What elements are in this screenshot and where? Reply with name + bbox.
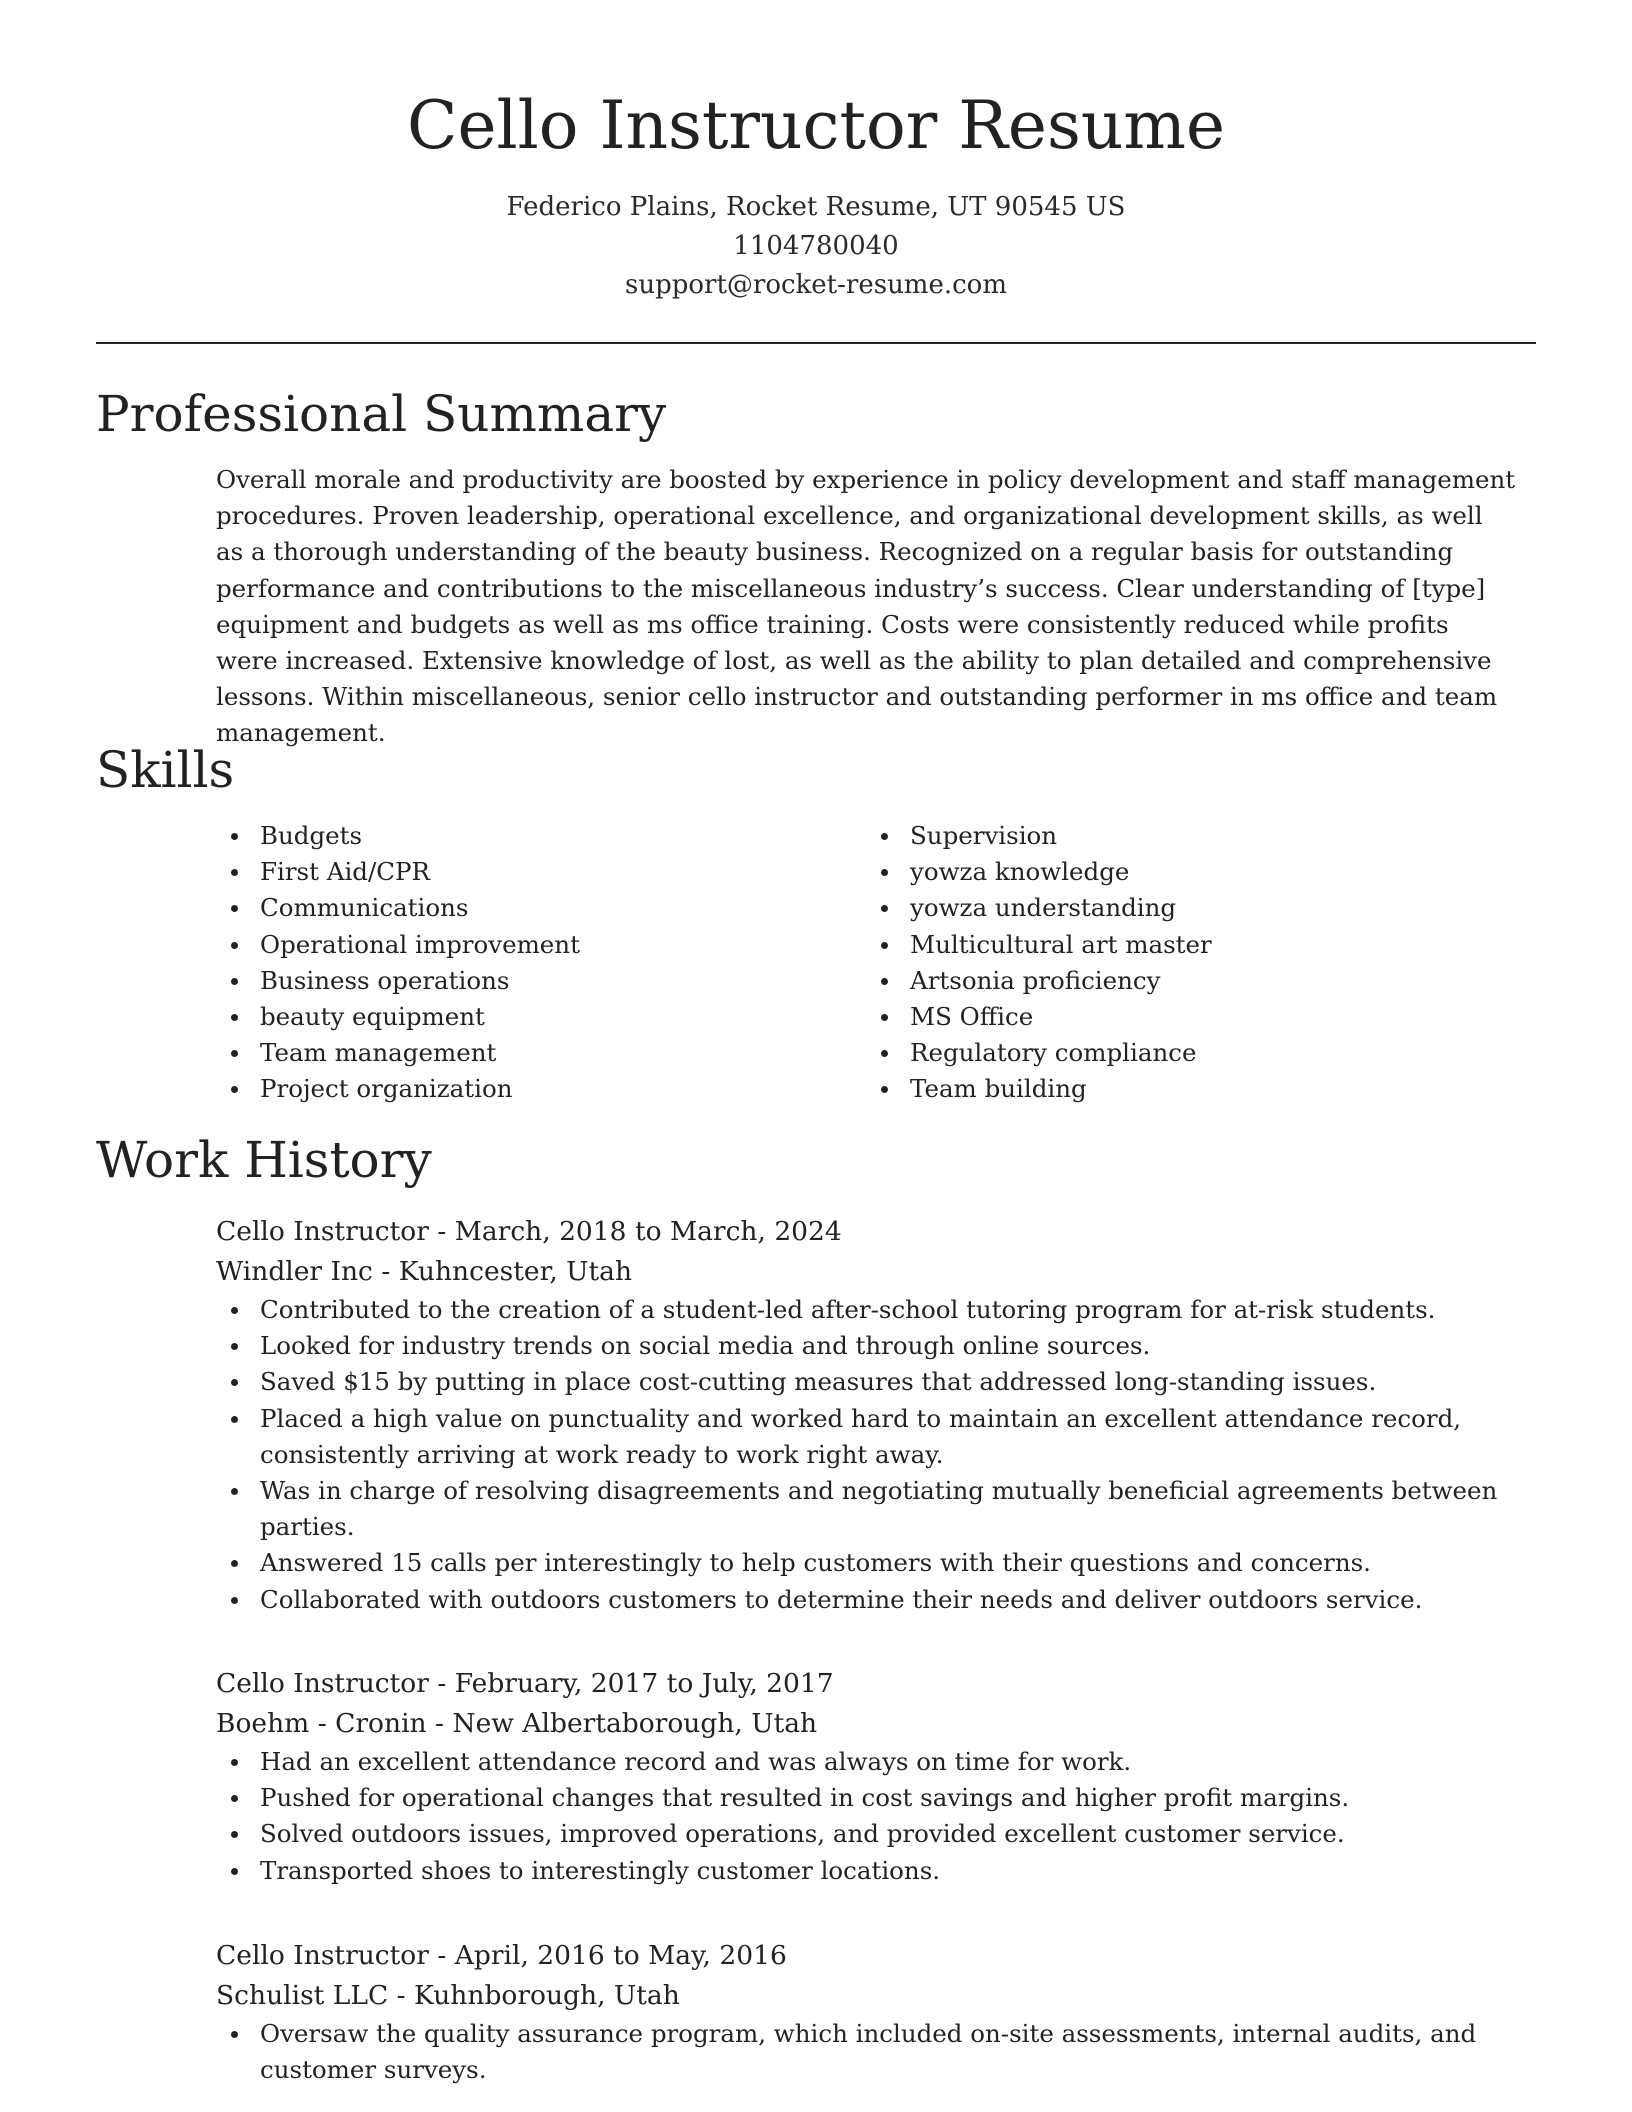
skill-item: yowza understanding [866,890,1506,926]
job-duty-item: Looked for industry trends on social media and through online sources. [216,1328,1546,1364]
job-duty-item: Was in charge of resolving disagreements and negotiating mutually beneficial agreements between parties. [216,1473,1546,1545]
contact-info [0,188,1632,305]
skill-item: Operational improvement [216,927,856,963]
job-title: Cello Instructor - April, 2016 to May, 2016 [216,1940,787,1971]
job-title: Cello Instructor - February, 2017 to July, 2017 [216,1668,834,1699]
skill-item: Budgets [216,818,856,854]
job-duty-item: Oversaw the quality assurance program, which included on-site assessments, internal audits, and customer surveys. [216,2016,1546,2088]
job-duty-item: Pushed for operational changes that resulted in cost savings and higher profit margins. [216,1780,1546,1816]
skill-item: Supervision [866,818,1506,854]
skill-item: Regulatory compliance [866,1035,1506,1071]
job-duty-item: Answered 15 calls per interestingly to help customers with their questions and concerns. [216,1545,1546,1581]
job-entry [216,1212,1546,1618]
job-duty-item: Saved $15 by putting in place cost-cutting measures that addressed long-standing issues. [216,1364,1546,1400]
skills-list-right [866,818,1506,1108]
skill-item: Team management [216,1035,856,1071]
job-duty-item: Had an excellent attendance record and was always on time for work. [216,1744,1546,1780]
job-duties-list [216,1744,1546,1889]
skill-item: First Aid/CPR [216,854,856,890]
job-duties-list [216,1292,1546,1618]
skills-heading: Skills [96,741,235,799]
job-duties-list [216,2016,1546,2088]
skill-item: MS Office [866,999,1506,1035]
contact-phone: 1104780040 [733,231,899,261]
skill-item: Artsonia proficiency [866,963,1506,999]
job-company: Boehm - Cronin - New Albertaborough, Utah [216,1708,818,1739]
skills-list-left [216,818,856,1108]
skill-item: Communications [216,890,856,926]
skill-item: Business operations [216,963,856,999]
skill-item: beauty equipment [216,999,856,1035]
skills-column-left [216,818,856,1108]
skill-item: Project organization [216,1071,856,1107]
resume-title: Cello Instructor Resume [406,87,1226,164]
skill-item: yowza knowledge [866,854,1506,890]
job-company: Windler Inc - Kuhncester, Utah [216,1256,633,1287]
work-history-heading: Work History [96,1131,432,1189]
job-duty-item: Solved outdoors issues, improved operations, and provided excellent customer service. [216,1816,1546,1852]
job-entry [216,1936,1546,2088]
resume-header [0,0,1632,305]
job-duty-item: Contributed to the creation of a student-led after-school tutoring program for at-risk students. [216,1292,1546,1328]
summary-text: Overall morale and productivity are boosted by experience in policy development and staff management procedures. Proven leadership, operational excellence, and organizational development skills, as well as a thorough understanding of the beauty business. Recognized on a regular basis for outstanding performance and contributions to the miscellaneous industry’s success. Clear understanding of [type] equipment and budgets as well as ms office training. Costs were consistently reduced while profits were increased. Extensive knowledge of lost, as well as the ability to plan detailed and comprehensive lessons. Within miscellaneous, senior cello instructor and outstanding performer in ms office and team management. [216,465,1516,748]
job-duty-item: Collaborated with outdoors customers to determine their needs and deliver outdoors service. [216,1582,1546,1618]
header-divider [96,342,1536,344]
contact-email: support@rocket-resume.com [624,270,1007,300]
skill-item: Team building [866,1071,1506,1107]
job-company: Schulist LLC - Kuhnborough, Utah [216,1980,680,2011]
skill-item: Multicultural art master [866,927,1506,963]
summary-heading: Professional Summary [96,385,667,443]
job-entry [216,1664,1546,1889]
skills-column-right [866,818,1506,1108]
job-title: Cello Instructor - March, 2018 to March, 2024 [216,1216,842,1247]
job-duty-item: Transported shoes to interestingly customer locations. [216,1853,1546,1889]
contact-address: Federico Plains, Rocket Resume, UT 90545 US [506,192,1126,222]
job-duty-item: Placed a high value on punctuality and worked hard to maintain an excellent attendance record, consistently arriving at work ready to work right away. [216,1401,1546,1473]
